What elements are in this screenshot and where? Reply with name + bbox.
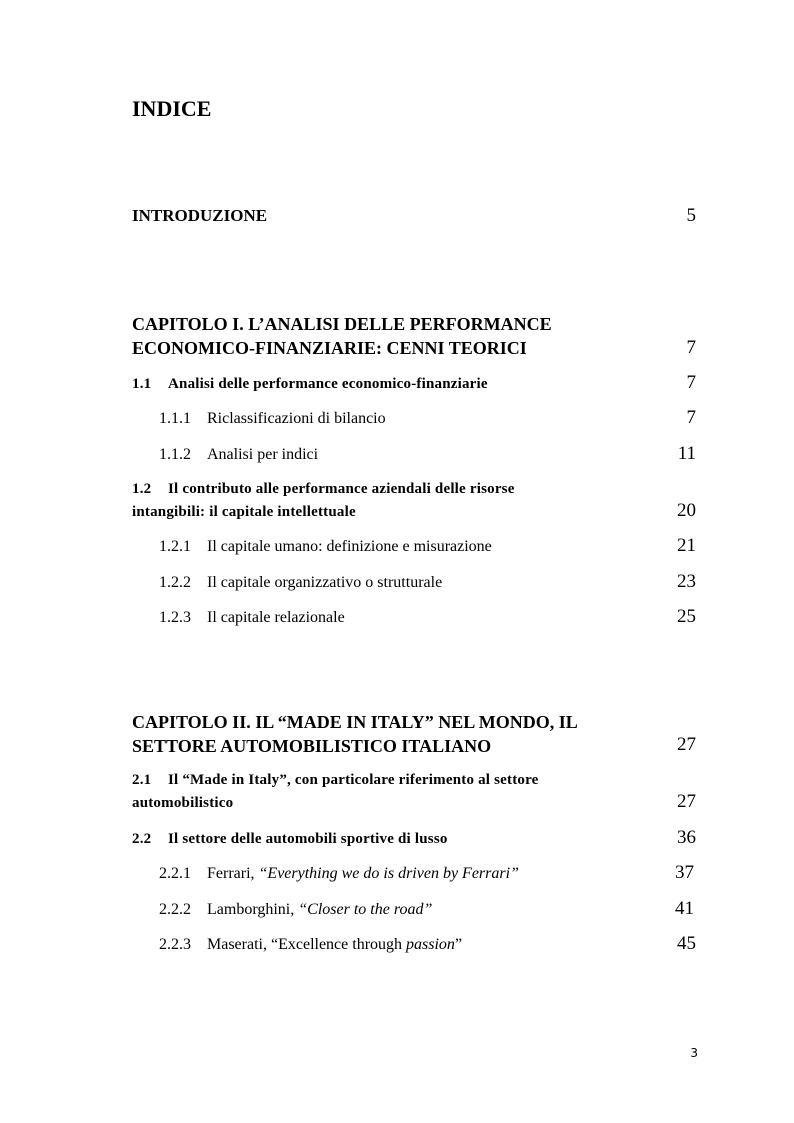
footer-page-number: 3 <box>690 1046 698 1060</box>
section-label: Il “Made in Italy”, con particolare riferimento al settore <box>168 772 539 788</box>
section-label: Analisi delle performance economico-finanziarie <box>168 376 488 392</box>
toc-entry-1-2-line1[interactable] <box>132 478 515 501</box>
section-quote: “Closer to the road” <box>298 901 433 918</box>
section-label: Lamborghini, <box>207 901 299 918</box>
section-number: 1.1 <box>132 376 152 392</box>
section-quote-start: “Excellence through <box>270 936 407 953</box>
toc-entry-1-2-1[interactable] <box>159 537 492 557</box>
toc-entry-2-1-line2[interactable]: automobilistico <box>132 795 234 811</box>
toc-entry-2-2-2[interactable] <box>159 900 432 920</box>
section-label: Il settore delle automobili sportive di lusso <box>168 831 448 847</box>
toc-page-introduzione: 5 <box>686 205 696 226</box>
toc-page-1-1: 7 <box>686 372 696 393</box>
toc-page-1-1-2: 11 <box>677 443 696 464</box>
chapter-1-title-line1[interactable]: CAPITOLO I. L’ANALISI DELLE PERFORMANCE <box>132 314 552 334</box>
section-label: Maserati, <box>207 936 271 953</box>
section-label: Analisi per indici <box>207 446 319 463</box>
toc-page-1-2: 20 <box>677 500 696 521</box>
toc-entry-1-2-line2[interactable]: intangibili: il capitale intellettuale <box>132 504 356 520</box>
toc-entry-1-1-1[interactable] <box>159 409 386 429</box>
section-label: Ferrari, <box>207 865 259 882</box>
section-label: Riclassificazioni di bilancio <box>207 410 386 427</box>
toc-entry-2-2[interactable] <box>132 828 448 851</box>
toc-entry-1-1[interactable] <box>132 373 488 396</box>
toc-entry-2-1-line1[interactable] <box>132 769 539 792</box>
toc-entry-1-2-3[interactable] <box>159 608 345 628</box>
toc-entry-introduzione[interactable]: INTRODUZIONE <box>132 206 268 225</box>
section-number: 1.2.2 <box>159 574 191 591</box>
chapter-1-title-line2[interactable]: ECONOMICO-FINANZIARIE: CENNI TEORICI <box>132 338 527 358</box>
section-quote: “Everything we do is driven by Ferrari” <box>258 865 519 882</box>
section-number: 2.2.1 <box>159 865 191 882</box>
toc-page-2-2-1: 37 <box>675 862 694 883</box>
section-quote-italic: passion <box>406 936 455 953</box>
toc-entry-1-1-2[interactable] <box>159 445 318 465</box>
toc-entry-1-2-2[interactable] <box>159 573 442 593</box>
section-number: 2.2.2 <box>159 901 191 918</box>
chapter-2-page: 27 <box>677 734 696 755</box>
section-label: Il capitale relazionale <box>207 609 345 626</box>
section-number: 2.1 <box>132 772 152 788</box>
toc-page-2-1: 27 <box>677 791 696 812</box>
toc-page-2-2: 36 <box>677 827 696 848</box>
section-label: Il capitale organizzativo o strutturale <box>207 574 443 591</box>
chapter-2-title-line1[interactable]: CAPITOLO II. IL “MADE IN ITALY” NEL MONDO, IL <box>132 712 578 732</box>
chapter-1-page: 7 <box>686 337 696 358</box>
toc-page-2-2-2: 41 <box>675 898 694 919</box>
section-label: Il contributo alle performance aziendali delle risorse <box>168 481 515 497</box>
toc-page-1-2-3: 25 <box>677 606 696 627</box>
section-number: 1.1.2 <box>159 446 191 463</box>
section-number: 1.2.1 <box>159 538 191 555</box>
toc-page-1-1-1: 7 <box>686 407 696 428</box>
section-quote-end: ” <box>454 936 463 953</box>
toc-page-1-2-2: 23 <box>677 571 696 592</box>
index-title: INDICE <box>132 96 212 121</box>
section-number: 2.2 <box>132 831 152 847</box>
section-number: 1.2 <box>132 481 152 497</box>
section-number: 2.2.3 <box>159 936 191 953</box>
section-number: 1.2.3 <box>159 609 191 626</box>
chapter-2-title-line2[interactable]: SETTORE AUTOMOBILISTICO ITALIANO <box>132 736 492 756</box>
toc-page-1-2-1: 21 <box>677 535 696 556</box>
toc-entry-2-2-1[interactable] <box>159 864 519 884</box>
section-label: Il capitale umano: definizione e misurazione <box>207 538 492 555</box>
section-number: 1.1.1 <box>159 410 191 427</box>
toc-entry-2-2-3[interactable] <box>159 935 462 955</box>
toc-page-2-2-3: 45 <box>677 933 696 954</box>
